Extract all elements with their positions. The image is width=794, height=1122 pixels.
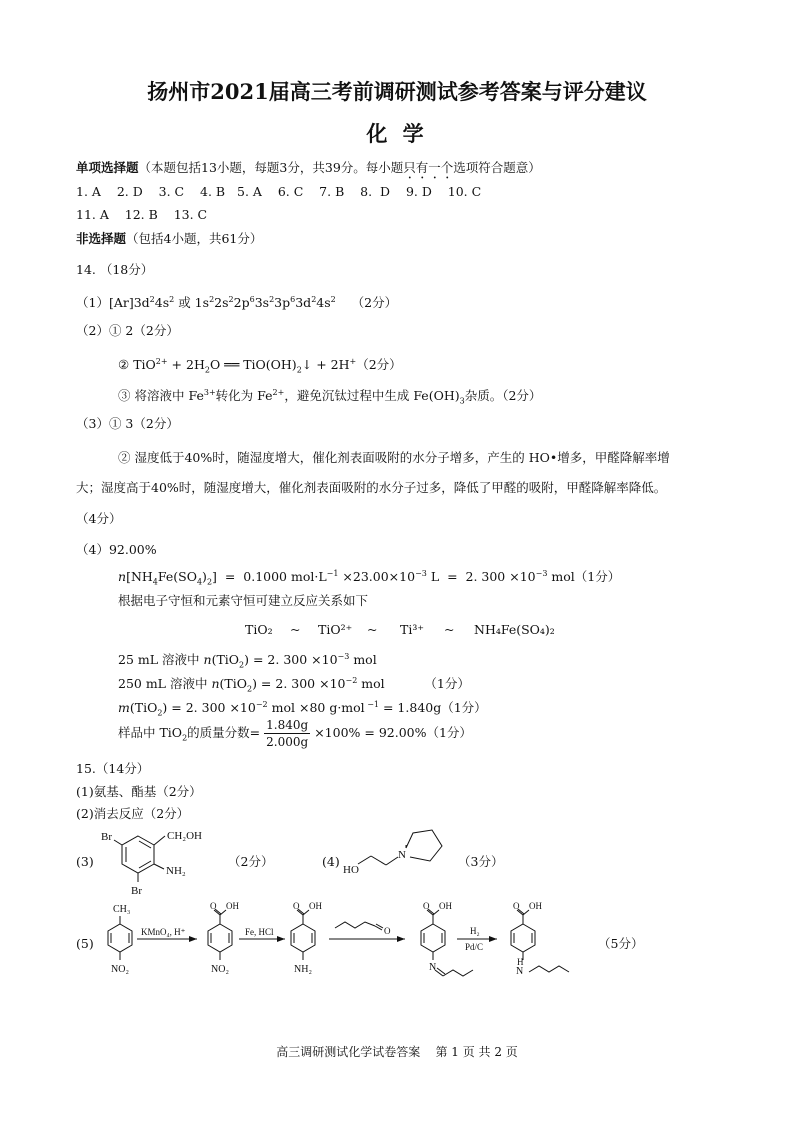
o-label-5: O <box>513 901 520 911</box>
chain-tio2: TiO₂ <box>245 622 273 637</box>
h-label-5: H <box>517 957 524 967</box>
q15-header: 15.（14分） <box>76 761 150 776</box>
q14-part4-line7: 样品中 TiO$_2$的质量分数= $\frac{1.840g}{2.000g}$ ×100% = 92.00%（1分） <box>118 718 472 749</box>
q14-part4-header: （4）92.00% <box>76 542 157 557</box>
q15-part5-score: （5分） <box>598 936 644 951</box>
q14-part3-2-line1: ② 湿度低于40%时，随湿度增大，催化剂表面吸附的水分子增多，产生的 HO•增多，甲醛降解率增 <box>118 450 670 465</box>
fraction-numerator: 1.840g <box>266 718 309 732</box>
q14-part4-line6: m(TiO$_2$) = 2. $300 \times 10^{-2}$ mol ×80 g·mol $^{-1}$ = 1.840g（1分） <box>118 700 487 718</box>
o-label-butanal: O <box>384 926 391 936</box>
chain-ti3plus: Ti³⁺ <box>400 622 424 637</box>
chain-tilde-3: ~ <box>444 622 455 637</box>
synthesis-route <box>95 898 605 988</box>
q14-part4-line5-score: （1分） <box>424 676 470 692</box>
fraction-denominator: 2.000g <box>266 735 309 749</box>
reagent-fe-hcl: Fe, HCl <box>245 927 274 937</box>
mcq-heading-bold: 单项选择题 <box>76 160 139 175</box>
o-label-3: O <box>293 901 300 911</box>
q15-part3-label: (3) <box>76 854 94 869</box>
page-title: 扬州市2021届高三考前调研测试参考答案与评分建议 <box>147 79 647 104</box>
q15-part4-label: (4) <box>322 854 340 869</box>
q14-part4-line2: 根据电子守恒和元素守恒可建立反应关系如下 <box>118 593 369 608</box>
q14-part1: $(1)[Ar]3d^24s^2$ 或 $1s^22s^22p^63s^23p^63d^24s^2$ （2分） <box>76 295 398 311</box>
nonmcq-heading-bold: 非选择题 <box>76 231 127 246</box>
page-footer: 高三调研测试化学试卷答案 第 1 页 共 2 页 <box>276 1045 518 1059</box>
q15-part1: (1)氨基、酯基（2分） <box>76 784 202 799</box>
mcq-heading-rest-before: （本题包括13小题，每题3分，共39分。每小题 <box>138 160 404 175</box>
q14-part4-line4-a: 25 mL 溶液中 <box>118 652 200 668</box>
n-label-5: N <box>516 966 524 977</box>
oh-label-4: OH <box>439 901 452 911</box>
nh2-label: NH₂ <box>166 865 186 877</box>
q14-part1-score: （2分） <box>351 295 398 311</box>
nonmcq-heading-rest: （包括4小题，共61分） <box>126 231 263 246</box>
q14-part2-3-text-c: ，避免沉钛过程中生成 Fe(OH) <box>284 388 460 404</box>
structure-pyrrolidinyl-ethanol <box>338 824 453 894</box>
structure-dibromo-aminobenzyl-alcohol <box>95 822 215 897</box>
q14-part2-3-text-b: 转化为 Fe <box>215 388 273 404</box>
q14-part2-2-label: ② <box>118 357 130 373</box>
q14-part4-line7-a: 样品中 TiO <box>118 725 183 740</box>
chain-nh4fe: NH₄Fe(SO₄)₂ <box>474 622 555 637</box>
mcq-answers-row-1: 1. A 2. D 3. C 4. B 5. A 6. C 7. B 8. D 9. D 10. C <box>76 184 482 199</box>
o-label-4: O <box>423 901 430 911</box>
reagent-kmno4: KMnO₄, H⁺ <box>141 927 186 937</box>
oh-label-3: OH <box>309 901 322 911</box>
q14-part2-3-text-d: 杂质。（2分） <box>464 388 542 404</box>
q14-part2-2: ② $TiO^{2+} + 2H_2O$ ══ $TiO(OH)_2↓ + 2H^+(2$分） <box>118 357 402 375</box>
q14-part4-line1-score: （1分） <box>574 569 621 585</box>
q14-part4-line5-a: 250 mL 溶液中 <box>118 676 208 692</box>
q14-part2-3-text-a: 将溶液中 Fe <box>134 388 204 404</box>
chain-tio2plus: TiO²⁺ <box>318 622 353 637</box>
q15-part4-score: （3分） <box>458 854 504 869</box>
q14-relation-chain <box>0 622 794 640</box>
q15-part3-score: （2分） <box>228 854 274 869</box>
nh2-label-3: NH₂ <box>294 964 312 975</box>
q14-part2-2-score: （2分） <box>356 357 402 373</box>
mcq-heading-rest-after: 选项符合题意） <box>453 160 541 175</box>
q14-part3-2-line2: 大；湿度高于40%时，随湿度增大，催化剂表面吸附的水分子过多，降低了甲醛的吸附，甲醛降解率降低。 <box>76 480 667 495</box>
q14-part4-line6-score: （1分） <box>441 700 487 716</box>
mass-fraction <box>264 717 310 750</box>
br-label-bottom: Br <box>131 885 142 897</box>
br-label-top: Br <box>101 831 112 843</box>
mcq-heading-emphasis: 只有一个 <box>403 160 454 175</box>
mcq-heading <box>76 160 541 182</box>
oh-label-5: OH <box>529 901 542 911</box>
no2-label-1: NO₂ <box>111 964 129 975</box>
q14-part4-line7-c: ×100% = 92.00%（1分） <box>314 725 472 740</box>
q15-part5-label: (5) <box>76 936 94 951</box>
q14-part2-1: （2）① 2（2分） <box>76 323 179 338</box>
ch2oh-label: CH₂OH <box>167 830 203 842</box>
q14-part4-line7-b: 的质量分数= <box>187 725 261 740</box>
q14-part3-score: （4分） <box>76 511 122 526</box>
nonmcq-heading <box>76 231 262 247</box>
q15-part2: (2)消去反应（2分） <box>76 806 190 821</box>
reagent-h2: H₂ <box>470 926 480 936</box>
no2-label-2: NO₂ <box>211 964 229 975</box>
ho-label: HO <box>343 864 359 876</box>
subject-title: 化 学 <box>366 121 428 146</box>
chain-tilde-2: ~ <box>367 622 378 637</box>
ch3-label: CH₃ <box>113 904 131 915</box>
q14-part2-3-label: ③ <box>118 388 131 404</box>
q14-part4-line4: 25 mL 溶液中 n(TiO$_2$) = 2. $300 \times 10^{-3}$ mol <box>118 652 377 670</box>
q14-part2-3: ③ 将溶液中 $Fe^{3+}$转化为 $Fe^{2+}$，避免沉钛过程中生成 $Fe(OH)_3$杂质。（2分） <box>118 388 542 406</box>
mcq-answers-row-2: 11. A 12. B 13. C <box>76 207 208 222</box>
chain-tilde-1: ~ <box>290 622 301 637</box>
oh-label-2: OH <box>226 901 239 911</box>
o-label-2: O <box>210 901 217 911</box>
q14-part1-label: （1） <box>76 295 109 311</box>
reagent-pdc: Pd/C <box>465 942 484 952</box>
n-label: N <box>398 849 406 861</box>
q14-header: 14. （18分） <box>76 262 154 277</box>
q14-part3-1: （3）① 3（2分） <box>76 416 179 431</box>
q14-part4-line1: $n[NH_4Fe(SO_4)_2] = 0.1000$ $mol\cdot L^{-1} \times 23.00\times 10^{-3}$ L = 2. $300 \times 10^{-3}$ mol（1分） <box>118 569 621 587</box>
q14-part4-line5: 250 mL 溶液中 n(TiO$_2$) = 2. $300 \times 10^{-2}$ mol （1分） <box>118 676 470 694</box>
n-label-4: N <box>429 962 437 973</box>
